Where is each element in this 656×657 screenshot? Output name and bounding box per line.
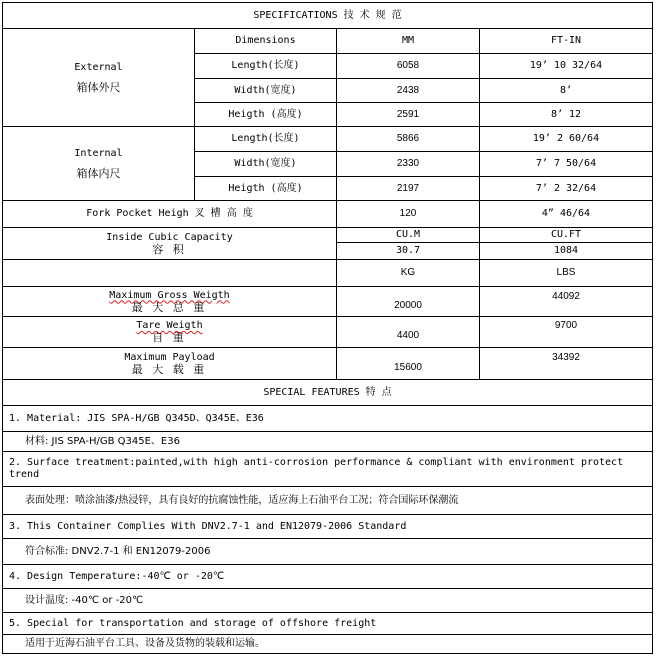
ext-length-ftin: 19’ 10 32/64 bbox=[480, 54, 652, 79]
header-ftin: FT-IN bbox=[480, 29, 652, 54]
capacity-label bbox=[3, 228, 337, 260]
internal-label-cn: 箱体内尺 bbox=[76, 166, 121, 180]
int-length-label: Length(长度) bbox=[195, 127, 337, 152]
ext-length-mm: 6058 bbox=[337, 54, 480, 79]
int-height-ftin: 7’ 2 32/64 bbox=[480, 177, 652, 201]
int-width-label: Width(宽度) bbox=[195, 152, 337, 177]
capacity-value-metric: 30.7 bbox=[337, 243, 480, 260]
feature-2-cn: 表面处理：喷涂油漆/热浸锌，具有良好的抗腐蚀性能，适应海上石油平台工况；符合国际环保潮流 bbox=[3, 487, 652, 515]
header-dimensions: Dimensions bbox=[195, 29, 337, 54]
ext-width-mm: 2438 bbox=[337, 79, 480, 103]
int-width-ftin: 7’ 7 50/64 bbox=[480, 152, 652, 177]
specification-sheet bbox=[2, 2, 653, 654]
gross-label-en: Maximum Gross Weigth bbox=[109, 289, 230, 301]
tare-kg: 4400 bbox=[337, 317, 480, 348]
feature-5-cn: 适用于近海石油平台工具、设备及货物的装载和运输。 bbox=[25, 638, 265, 649]
fork-pocket-ftin: 4” 46/64 bbox=[480, 201, 652, 228]
external-label-en: External bbox=[74, 61, 123, 73]
ext-width-ftin: 8’ bbox=[480, 79, 652, 103]
feature-3-cn: 符合标准: DNV2.7-1 和 EN12079-2006 bbox=[3, 539, 652, 565]
external-label-cn: 箱体外尺 bbox=[76, 80, 121, 94]
sheet-title: SPECIFICATIONS 技 术 规 范 bbox=[3, 3, 652, 29]
weight-row-tare bbox=[3, 317, 337, 348]
weight-row-payload bbox=[3, 348, 337, 380]
feature-4-en: 4. Design Temperature:-40℃ or -20℃ bbox=[3, 565, 652, 589]
ext-height-ftin: 8’ 12 bbox=[480, 103, 652, 127]
capacity-unit-metric: CU.M bbox=[337, 228, 480, 243]
int-length-ftin: 19’ 2 60/64 bbox=[480, 127, 652, 152]
feature-1-cn: 材料: JIS SPA-H/GB Q345E、E36 bbox=[3, 432, 652, 452]
payload-lbs: 34392 bbox=[480, 348, 652, 380]
fork-pocket-label: Fork Pocket Heigh 叉 槽 高 度 bbox=[3, 201, 337, 228]
feature-2-en: 2. Surface treatment:painted,with high anti-corrosion performance & compliant with environment protect trend bbox=[3, 452, 652, 487]
capacity-unit-imperial: CU.FT bbox=[480, 228, 652, 243]
weight-unit-spacer bbox=[3, 260, 337, 287]
payload-label-cn: 最 大 载 重 bbox=[131, 362, 208, 376]
weight-unit-lbs: LBS bbox=[480, 260, 652, 287]
ext-height-label: Heigth (高度) bbox=[195, 103, 337, 127]
feature-3-en: 3. This Container Complies With DNV2.7-1 and EN12079-2006 Standard bbox=[3, 515, 652, 539]
fork-pocket-mm: 120 bbox=[337, 201, 480, 228]
features-title: SPECIAL FEATURES 特 点 bbox=[3, 380, 652, 406]
payload-label-en: Maximum Payload bbox=[124, 351, 215, 363]
ext-height-mm: 2591 bbox=[337, 103, 480, 127]
capacity-value-imperial: 1084 bbox=[480, 243, 652, 260]
ext-width-label: Width(宽度) bbox=[195, 79, 337, 103]
payload-kg: 15600 bbox=[337, 348, 480, 380]
capacity-label-en: Inside Cubic Capacity bbox=[106, 231, 233, 243]
gross-label-cn: 最 大 总 重 bbox=[131, 300, 208, 314]
weight-unit-kg: KG bbox=[337, 260, 480, 287]
tare-label-cn: 自 重 bbox=[152, 331, 187, 344]
capacity-label-cn: 容 积 bbox=[152, 242, 187, 256]
header-mm: MM bbox=[337, 29, 480, 54]
int-height-label: Heigth (高度) bbox=[195, 177, 337, 201]
weight-row-gross bbox=[3, 287, 337, 317]
tare-lbs: 9700 bbox=[480, 317, 652, 348]
tare-label-en: Tare Weigth bbox=[136, 320, 203, 331]
feature-1-en: 1. Material: JIS SPA-H/GB Q345D、Q345E、E36 bbox=[3, 406, 652, 432]
ext-length-label: Length(长度) bbox=[195, 54, 337, 79]
int-width-mm: 2330 bbox=[337, 152, 480, 177]
feature-4-cn: 设计温度: -40℃ or -20℃ bbox=[3, 589, 652, 613]
int-length-mm: 5866 bbox=[337, 127, 480, 152]
gross-kg: 20000 bbox=[337, 287, 480, 317]
int-height-mm: 2197 bbox=[337, 177, 480, 201]
internal-label bbox=[3, 127, 195, 201]
feature-5-en: 5. Special for transportation and storage of offshore freight bbox=[3, 613, 652, 635]
gross-lbs: 44092 bbox=[480, 287, 652, 317]
external-label bbox=[3, 29, 195, 127]
internal-label-en: Internal bbox=[74, 147, 123, 159]
